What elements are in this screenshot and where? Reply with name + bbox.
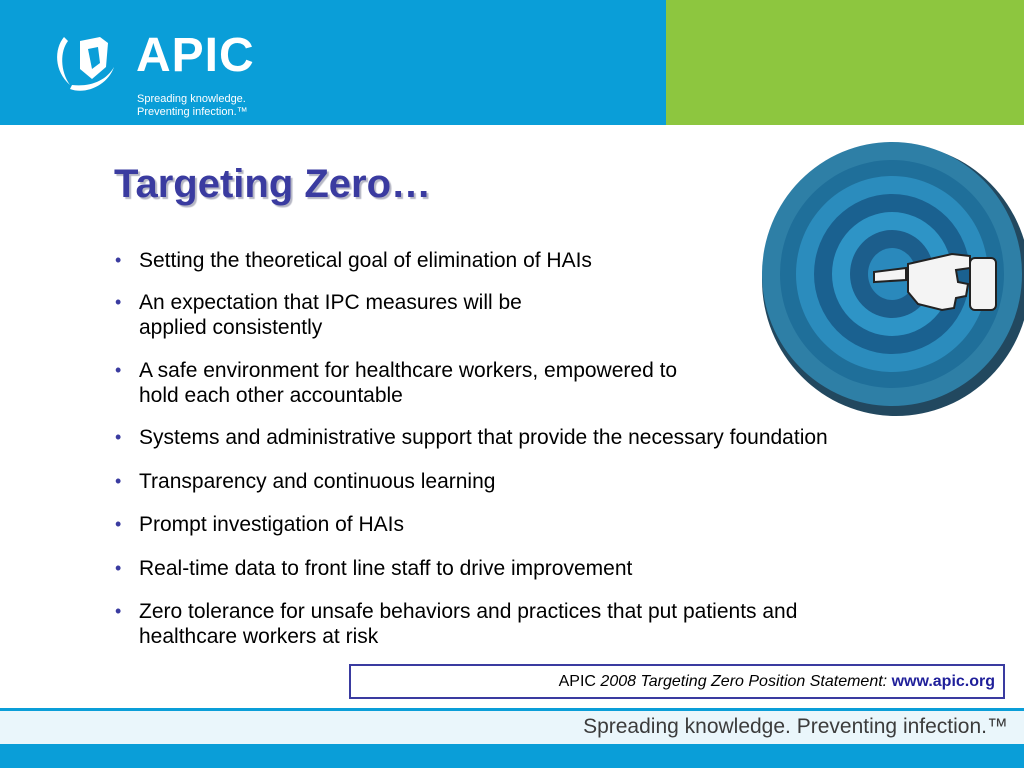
bullet-3-text-cont: hold each other accountable xyxy=(139,384,403,407)
bullet-item-3 xyxy=(112,358,1012,408)
header-green-panel xyxy=(666,0,1024,125)
header-banner xyxy=(0,0,1024,125)
citation-url-link[interactable]: www.apic.org xyxy=(891,673,995,690)
citation-org: APIC xyxy=(558,673,596,690)
footer-blue-strip xyxy=(0,744,1024,768)
bullet-list xyxy=(112,248,1012,649)
bullet-8-text: • Zero tolerance for unsafe behaviors and practices that put patients and xyxy=(139,600,798,623)
citation-publication: 2008 Targeting Zero Position Statement: xyxy=(600,673,888,690)
brand-tagline xyxy=(137,93,248,119)
footer-tagline: Spreading knowledge. Preventing infection.™ xyxy=(583,715,1008,738)
bullet-3-text: • A safe environment for healthcare workers, empowered to xyxy=(139,359,678,382)
bullet-item-7 xyxy=(112,556,1012,581)
slide-title: Targeting Zero… xyxy=(114,162,432,206)
bullet-1-text: • Setting the theoretical goal of elimination of HAIs xyxy=(139,249,592,272)
bullet-5-text: • Transparency and continuous learning xyxy=(139,470,496,493)
bullet-item-2 xyxy=(112,290,1012,340)
bullet-8-text-cont: healthcare workers at risk xyxy=(139,625,379,648)
brand-tagline-line1: Spreading knowledge. xyxy=(137,93,246,105)
citation-box xyxy=(349,664,1005,699)
bullet-item-1 xyxy=(112,248,1012,273)
bullet-4-text: • Systems and administrative support that provide the necessary foundation xyxy=(139,426,828,449)
bullet-item-4 xyxy=(112,425,1012,450)
bullet-item-8 xyxy=(112,599,1012,649)
brand-tagline-line2: Preventing infection.™ xyxy=(137,106,248,118)
brand-name: APIC xyxy=(136,29,255,82)
bullet-item-5 xyxy=(112,469,1012,494)
bullet-6-text: • Prompt investigation of HAIs xyxy=(139,513,404,536)
bullet-item-6 xyxy=(112,512,1012,537)
bullet-7-text: • Real-time data to front line staff to drive improvement xyxy=(139,557,633,580)
bullet-2-text: • An expectation that IPC measures will be xyxy=(139,291,522,314)
apic-logo-icon xyxy=(50,27,122,93)
bullet-2-text-cont: applied consistently xyxy=(139,316,323,339)
